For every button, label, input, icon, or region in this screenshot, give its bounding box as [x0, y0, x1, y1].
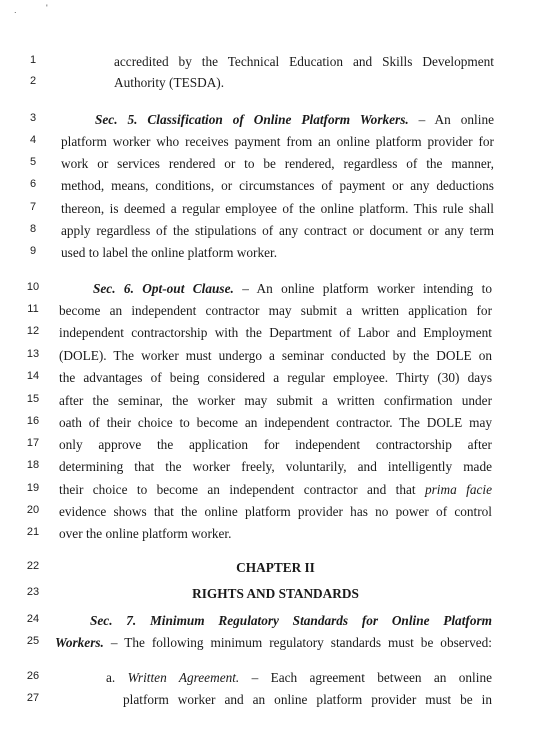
- body-text: platform worker who receives payment from an online platform provider for: [61, 134, 494, 149]
- line-9: [0, 244, 560, 264]
- line-26: [0, 669, 560, 689]
- body-text: their choice to become an independent contractor and that: [59, 482, 425, 497]
- line-6: [0, 177, 560, 197]
- italic-text: prima facie: [424, 482, 492, 497]
- line-text: [59, 585, 492, 602]
- line-number: 23: [26, 586, 40, 598]
- body-text: work or services rendered or to be rendered, regardless of the manner,: [61, 156, 494, 171]
- line-text: [59, 414, 492, 431]
- line-number: 9: [29, 245, 37, 257]
- line-text: [114, 53, 494, 70]
- line-number: 27: [26, 692, 40, 704]
- line-2: [0, 74, 560, 94]
- line-21: [0, 525, 560, 545]
- line-text: [123, 691, 492, 708]
- section-heading-text: Sec. 7. Minimum Regulatory Standards for Online Platform: [90, 613, 492, 628]
- body-text: Authority (TESDA).: [114, 75, 225, 90]
- line-19: [0, 481, 560, 501]
- body-text: only approve the application for independent contractorship after: [59, 437, 492, 452]
- body-text: oath of their choice to become an independent contractor. The DOLE may: [59, 415, 492, 430]
- body-text: over the online platform worker.: [59, 526, 232, 541]
- chapter-heading-text: RIGHTS AND STANDARDS: [192, 586, 359, 601]
- body-text: – The following minimum regulatory standards must be observed:: [103, 635, 492, 650]
- line-text: [59, 481, 492, 498]
- line-17: [0, 436, 560, 456]
- section-heading-text: Sec. 5. Classification of Online Platform Workers.: [95, 112, 409, 127]
- line-number: 18: [26, 459, 40, 471]
- line-text: [59, 324, 492, 341]
- body-text: (DOLE). The worker must undergo a seminar conducted by the DOLE on: [59, 348, 492, 363]
- line-number: 13: [26, 348, 40, 360]
- body-text: independent contractorship with the Department of Labor and Employment: [59, 325, 492, 340]
- line-4: [0, 133, 560, 153]
- line-number: 24: [26, 613, 40, 625]
- section-heading-text: Workers.: [55, 635, 104, 650]
- line-text: [61, 133, 494, 150]
- line-23: [0, 585, 560, 605]
- line-5: [0, 155, 560, 175]
- line-text: [93, 280, 492, 297]
- body-text: thereon, is deemed a regular employee of the online platform. This rule shall: [61, 201, 494, 216]
- body-text: used to label the online platform worker.: [61, 245, 278, 260]
- body-text: method, means, conditions, or circumstances of payment or any deductions: [61, 178, 494, 193]
- line-number: 16: [26, 415, 40, 427]
- line-15: [0, 392, 560, 412]
- line-number: 1: [29, 54, 37, 66]
- line-text: [59, 392, 492, 409]
- line-text: [59, 525, 231, 542]
- line-text: [61, 200, 494, 217]
- line-text: [61, 222, 494, 239]
- line-20: [0, 503, 560, 523]
- line-number: 6: [29, 178, 37, 190]
- line-14: [0, 369, 560, 389]
- body-text: platform worker and an online platform provider must be in: [123, 692, 492, 707]
- line-text: [114, 74, 224, 91]
- line-number: 4: [29, 134, 37, 146]
- line-11: [0, 302, 560, 322]
- body-text: accredited by the Technical Education and Skills Development: [114, 54, 494, 69]
- section-heading-text: Sec. 6. Opt-out Clause.: [93, 281, 234, 296]
- body-text: evidence shows that the online platform provider has no power of control: [59, 504, 492, 519]
- body-text: become an independent contractor may submit a written application for: [59, 303, 492, 318]
- line-16: [0, 414, 560, 434]
- line-7: [0, 200, 560, 220]
- line-text: [59, 369, 492, 386]
- line-text: [59, 559, 492, 576]
- line-number: 19: [26, 482, 40, 494]
- line-text: [55, 634, 492, 651]
- line-number: 20: [26, 504, 40, 516]
- body-text: determining that the worker freely, voluntarily, and intelligently made: [59, 459, 492, 474]
- line-text: [59, 436, 492, 453]
- line-number: 5: [29, 156, 37, 168]
- body-text: after the seminar, the worker may submit a written confirmation under: [59, 393, 492, 408]
- page-mark-dot: .: [14, 5, 17, 15]
- line-text: [59, 503, 492, 520]
- line-number: 7: [29, 201, 37, 213]
- line-number: 2: [29, 75, 37, 87]
- line-text: [59, 458, 492, 475]
- line-text: [90, 612, 492, 629]
- line-number: 3: [29, 112, 37, 124]
- line-number: 22: [26, 560, 40, 572]
- body-text: a.: [106, 670, 128, 685]
- line-text: [95, 111, 494, 128]
- line-25: [0, 634, 560, 654]
- line-number: 14: [26, 370, 40, 382]
- line-text: [59, 347, 492, 364]
- line-number: 10: [26, 281, 40, 293]
- line-18: [0, 458, 560, 478]
- line-text: [59, 302, 492, 319]
- line-12: [0, 324, 560, 344]
- line-24: [0, 612, 560, 632]
- line-number: 17: [26, 437, 40, 449]
- body-text: the advantages of being considered a regular employee. Thirty (30) days: [59, 370, 492, 385]
- italic-text: Written Agreement.: [127, 670, 240, 685]
- page-mark-tick: ': [46, 3, 48, 13]
- line-text: [106, 669, 492, 686]
- line-10: [0, 280, 560, 300]
- line-22: [0, 559, 560, 579]
- line-13: [0, 347, 560, 367]
- line-number: 8: [29, 223, 37, 235]
- line-text: [61, 155, 494, 172]
- body-text: – An online platform worker intending to: [233, 281, 492, 296]
- line-number: 25: [26, 635, 40, 647]
- line-number: 11: [27, 303, 39, 315]
- body-text: – An online: [408, 112, 494, 127]
- line-8: [0, 222, 560, 242]
- line-text: [61, 244, 277, 261]
- chapter-heading-text: CHAPTER II: [236, 560, 315, 575]
- line-number: 12: [26, 325, 40, 337]
- line-number: 15: [26, 393, 40, 405]
- body-text: apply regardless of the stipulations of any contract or document or any term: [61, 223, 494, 238]
- line-number: 21: [26, 526, 40, 538]
- line-3: [0, 111, 560, 131]
- line-1: [0, 53, 560, 73]
- line-number: 26: [26, 670, 40, 682]
- body-text: – Each agreement between an online: [239, 670, 492, 685]
- line-27: [0, 691, 560, 711]
- line-text: [61, 177, 494, 194]
